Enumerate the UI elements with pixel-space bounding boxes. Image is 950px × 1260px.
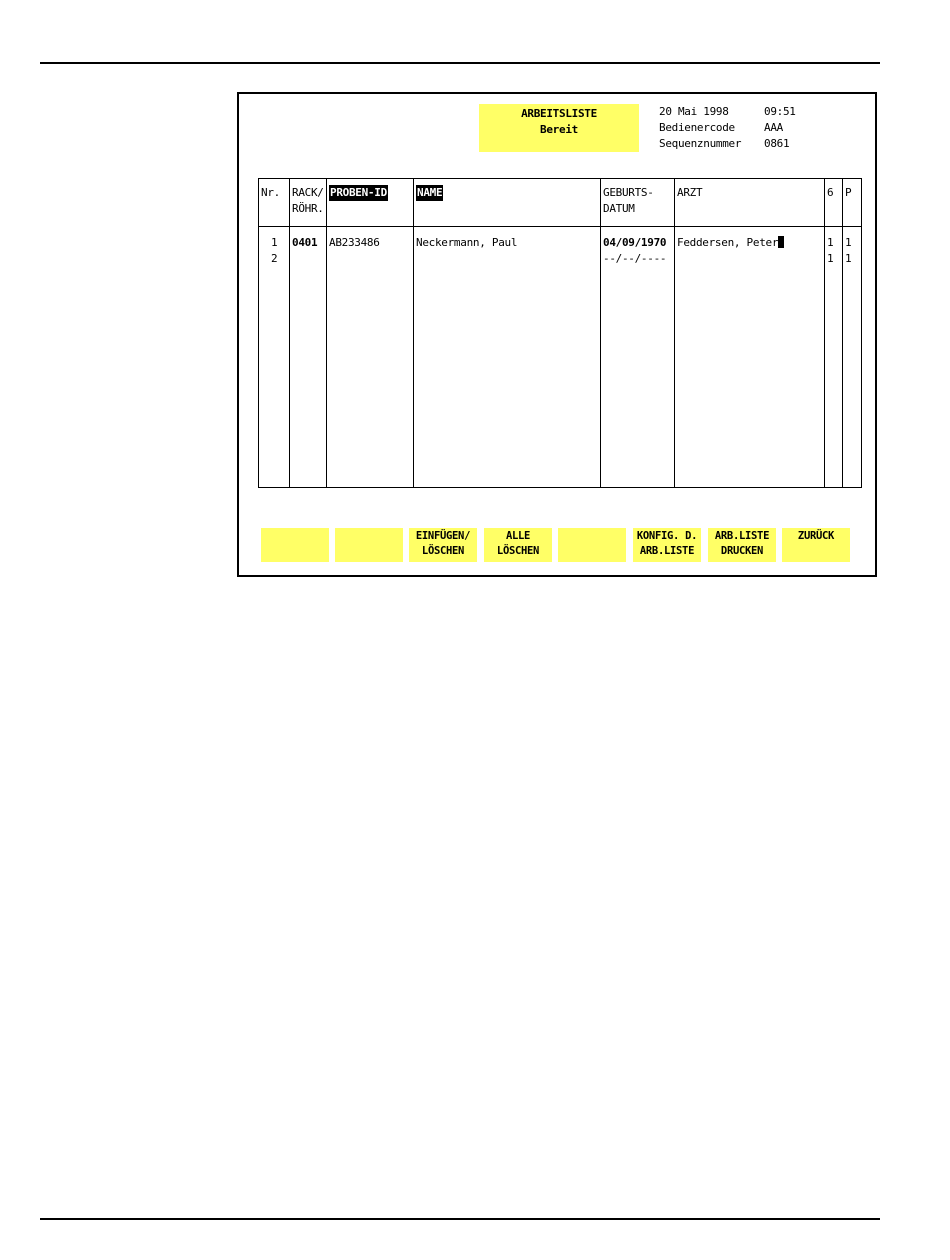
header-divider: [259, 226, 861, 227]
back-line1: ZURÜCK: [797, 530, 835, 542]
row-1-doctor: Feddersen, Peter: [677, 236, 779, 249]
status-text: Bereit: [540, 123, 578, 136]
sequence-value: 0861: [764, 137, 790, 150]
softkey-5[interactable]: [558, 528, 626, 562]
row-1-birthdate[interactable]: 04/09/1970: [603, 236, 667, 249]
worklist-table: [258, 178, 862, 488]
print-worklist-button[interactable]: [708, 528, 776, 562]
delete-all-line1: ALLE: [505, 530, 531, 542]
insert-delete-button[interactable]: [409, 528, 477, 562]
print-worklist-line1: ARB.LISTE: [714, 530, 770, 542]
print-worklist-line2: DRUCKEN: [720, 545, 764, 557]
col-header-p: P: [845, 186, 852, 199]
col-header-birthdate-line1: GEBURTS-: [603, 186, 654, 199]
row-1-name[interactable]: Neckermann, Paul: [416, 236, 518, 249]
col-header-doctor: ARZT: [677, 186, 703, 199]
row-2-6: 1: [827, 252, 834, 265]
col-header-rack-line1: RACK/: [292, 186, 324, 199]
configure-worklist-line2: ARB.LISTE: [639, 545, 695, 557]
back-button[interactable]: [782, 528, 850, 562]
row-2-birthdate[interactable]: --/--/----: [603, 252, 667, 265]
delete-all-line2: LÖSCHEN: [496, 545, 540, 557]
softkey-bar: [261, 528, 861, 562]
col-header-rack-line2: RÖHR.: [292, 202, 324, 215]
col-header-birthdate: [603, 185, 654, 217]
analyzer-screen: [237, 92, 877, 577]
row-2-p: 1: [845, 252, 852, 265]
col-header-birthdate-line2: DATUM: [603, 202, 635, 215]
configure-worklist-button[interactable]: [633, 528, 701, 562]
sequence-label: Sequenznummer: [659, 137, 742, 150]
delete-all-button[interactable]: [484, 528, 552, 562]
operator-value: AAA: [764, 121, 783, 134]
insert-delete-line2: LÖSCHEN: [421, 545, 465, 557]
operator-label: Bedienercode: [659, 121, 735, 134]
row-1-nr: 1: [271, 236, 278, 249]
screen-title: ARBEITSLISTE: [521, 107, 597, 120]
col-header-name[interactable]: NAME: [417, 186, 443, 199]
row-1-doctor-field[interactable]: [677, 235, 784, 251]
configure-worklist-line1: KONFIG. D.: [636, 530, 698, 542]
col-header-rack: [292, 185, 324, 217]
status-box: [479, 104, 639, 152]
date-value: 20 Mai 1998: [659, 105, 729, 118]
text-cursor: [778, 236, 784, 248]
col-header-nr: Nr.: [261, 186, 280, 199]
insert-delete-line1: EINFÜGEN/: [415, 530, 471, 542]
bottom-rule: [40, 1218, 880, 1220]
col-header-probe-id[interactable]: PROBEN-ID: [330, 186, 387, 199]
time-value: 09:51: [764, 105, 796, 118]
softkey-1[interactable]: [261, 528, 329, 562]
row-1-probe-id[interactable]: AB233486: [329, 236, 380, 249]
row-1-6: 1: [827, 236, 834, 249]
top-rule: [40, 62, 880, 64]
row-1-p: 1: [845, 236, 852, 249]
row-1-rack[interactable]: 0401: [292, 236, 318, 249]
col-header-6: 6: [827, 186, 834, 199]
row-2-nr: 2: [271, 252, 278, 265]
softkey-2[interactable]: [335, 528, 403, 562]
